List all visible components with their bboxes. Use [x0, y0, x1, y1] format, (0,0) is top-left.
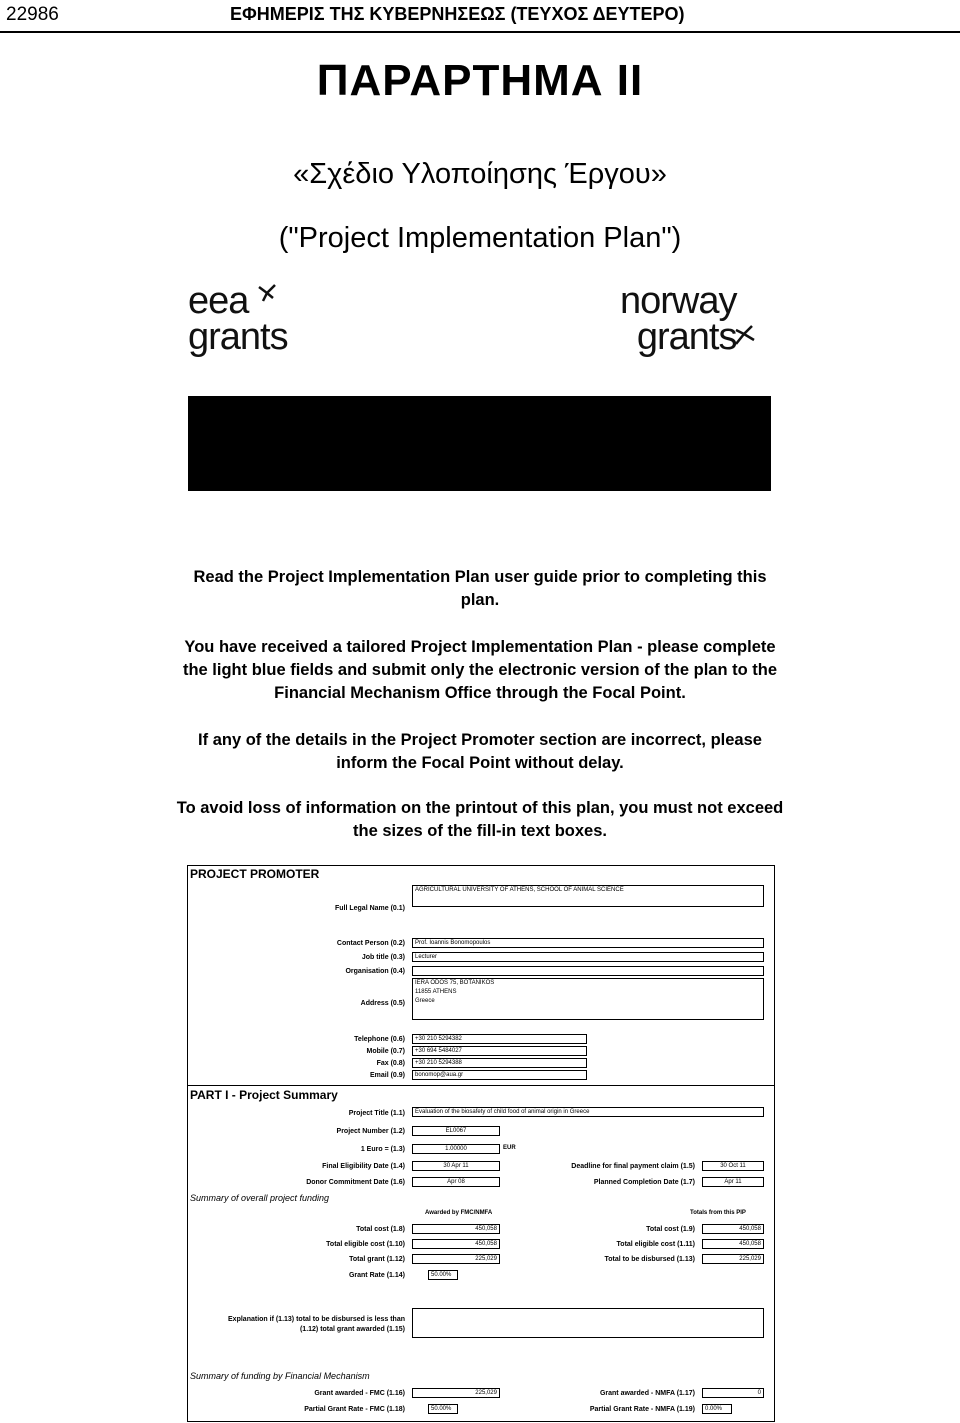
telephone-field[interactable]: +30 210 5294382 [412, 1034, 587, 1044]
email-field[interactable]: bonomop@aua.gr [412, 1070, 587, 1080]
planned-completion-label: Planned Completion Date (1.7) [593, 1179, 695, 1186]
annex-title: ΠΑΡΑΡΤΗΜΑ ΙΙ [316, 56, 644, 105]
eea-logo-line1: eea [188, 280, 249, 322]
job-title-label: Job title (0.3) [361, 954, 405, 961]
fax-field[interactable]: +30 210 5294388 [412, 1058, 587, 1068]
deadline-label: Deadline for final payment claim (1.5) [571, 1163, 695, 1170]
total-cost-pip-label: Total cost (1.9) [646, 1226, 695, 1233]
total-eligible-label: Total eligible cost (1.10) [326, 1241, 405, 1248]
total-eligible-field[interactable]: 450,058 [412, 1239, 500, 1249]
total-cost-label: Total cost (1.8) [356, 1226, 405, 1233]
final-eligibility-field[interactable]: 30 Apr 11 [412, 1161, 500, 1171]
header-rule [0, 31, 960, 33]
job-title-field[interactable]: Lecturer [412, 952, 764, 962]
contact-person-field[interactable]: Prof. Ioannis Bonomopoulos [412, 938, 764, 948]
contact-person-label: Contact Person (0.2) [336, 940, 405, 947]
nmfa-awarded-label: Grant awarded - NMFA (1.17) [599, 1390, 695, 1397]
document-title: «Σχέδιο Υλοποίησης Έργου» [293, 158, 667, 190]
explanation-field[interactable] [412, 1308, 764, 1338]
total-eligible-pip-label: Total eligible cost (1.11) [616, 1241, 695, 1248]
fax-label: Fax (0.8) [376, 1060, 405, 1067]
norway-logo-symbol-icon [732, 322, 756, 348]
section-divider [188, 1085, 774, 1086]
total-eligible-pip-field[interactable]: 450,058 [702, 1239, 764, 1249]
donor-commitment-label: Donor Commitment Date (1.6) [306, 1179, 405, 1186]
overall-funding-heading: Summary of overall project funding [190, 1193, 330, 1203]
currency-code: EUR [503, 1145, 516, 1151]
eea-logo-line2: grants [188, 316, 288, 358]
mobile-field[interactable]: +30 694 5484027 [412, 1046, 587, 1056]
organisation-field[interactable] [412, 966, 764, 976]
address-line-3: Greece [415, 998, 435, 1004]
explanation-label-line1: Explanation if (1.13) total to be disbursed is less than [228, 1316, 405, 1323]
final-eligibility-label: Final Eligibility Date (1.4) [322, 1163, 405, 1170]
address-field[interactable] [412, 978, 764, 1020]
instruction-paragraph-1: Read the Project Implementation Plan user guide prior to completing this plan. [193, 568, 767, 609]
instruction-paragraph-4: To avoid loss of information on the printout of this plan, you must not exceed the sizes of the fill-in text boxes. [176, 799, 784, 840]
fmc-rate-field[interactable]: 50.00% [428, 1404, 458, 1414]
banner-bar [188, 396, 771, 491]
gazette-title: ΕΦΗΜΕΡΙΣ ΤΗΣ ΚΥΒΕΡΝΗΣΕΩΣ (ΤΕΥΧΟΣ ΔΕΥΤΕΡΟ) [230, 4, 685, 24]
project-number-label: Project Number (1.2) [336, 1128, 405, 1135]
fmc-awarded-field[interactable]: 225,029 [412, 1388, 500, 1398]
euro-rate-label: 1 Euro = (1.3) [360, 1146, 405, 1153]
project-summary-heading: PART I - Project Summary [190, 1088, 338, 1102]
norway-grants-logo [620, 280, 737, 358]
total-grant-label: Total grant (1.12) [349, 1256, 405, 1263]
address-line-1: IERA ODOS 75, BOTANIKOS [415, 980, 495, 986]
total-cost-pip-field[interactable]: 450,058 [702, 1224, 764, 1234]
total-grant-field[interactable]: 225,029 [412, 1254, 500, 1264]
nmfa-awarded-field[interactable]: 0 [702, 1388, 764, 1398]
planned-completion-field[interactable]: Apr 11 [702, 1177, 764, 1187]
total-cost-field[interactable]: 450,058 [412, 1224, 500, 1234]
totals-heading: Totals from this PIP [690, 1210, 746, 1216]
document-subtitle: ("Project Implementation Plan") [278, 222, 682, 254]
deadline-field[interactable]: 30 Oct 11 [702, 1161, 764, 1171]
mechanism-funding-heading: Summary of funding by Financial Mechanism [190, 1371, 370, 1381]
fmc-rate-label: Partial Grant Rate - FMC (1.18) [304, 1406, 405, 1413]
email-label: Email (0.9) [369, 1072, 405, 1079]
total-disbursed-field[interactable]: 225,029 [702, 1254, 764, 1264]
explanation-label-line2: (1.12) total grant awarded (1.15) [299, 1326, 405, 1333]
donor-commitment-field[interactable]: Apr 08 [412, 1177, 500, 1187]
full-legal-name-label: Full Legal Name (0.1) [334, 905, 405, 912]
grant-rate-label: Grant Rate (1.14) [348, 1272, 405, 1279]
eea-logo-symbol-icon [256, 283, 278, 303]
nmfa-rate-label: Partial Grant Rate - NMFA (1.19) [589, 1406, 695, 1413]
telephone-label: Telephone (0.6) [354, 1036, 405, 1043]
page-number: 22986 [6, 4, 59, 25]
fmc-awarded-label: Grant awarded - FMC (1.16) [314, 1390, 405, 1397]
euro-rate-field[interactable]: 1.00000 [412, 1144, 500, 1154]
project-promoter-heading: PROJECT PROMOTER [190, 867, 320, 881]
address-line-2: 11855 ATHENS [415, 989, 457, 995]
awarded-heading: Awarded by FMC/NMFA [425, 1210, 493, 1216]
project-title-label: Project Title (1.1) [348, 1110, 405, 1117]
project-number-field[interactable]: EL0067 [412, 1126, 500, 1136]
nmfa-rate-field[interactable]: 0.00% [702, 1404, 732, 1414]
mobile-label: Mobile (0.7) [366, 1048, 405, 1055]
full-legal-name-field[interactable]: AGRICULTURAL UNIVERSITY OF ATHENS, SCHOOL OF ANIMAL SCIENCE [412, 885, 764, 907]
organisation-label: Organisation (0.4) [345, 968, 405, 975]
instruction-paragraph-3: If any of the details in the Project Promoter section are incorrect, please inform the Focal Point without delay. [198, 731, 762, 772]
project-title-field[interactable]: Evaluation of the biosafety of child food of animal origin in Greece [412, 1107, 764, 1117]
norway-logo-line1: norway [620, 280, 737, 322]
instruction-paragraph-2: You have received a tailored Project Implementation Plan - please complete the light blue fields and submit only the electronic version of the plan to the Financial Mechanism Office through the Focal Point. [182, 638, 778, 702]
norway-logo-line2: grants [636, 316, 737, 358]
address-label: Address (0.5) [360, 1000, 405, 1007]
grant-rate-field[interactable]: 50.00% [428, 1270, 458, 1280]
total-disbursed-label: Total to be disbursed (1.13) [604, 1256, 695, 1263]
